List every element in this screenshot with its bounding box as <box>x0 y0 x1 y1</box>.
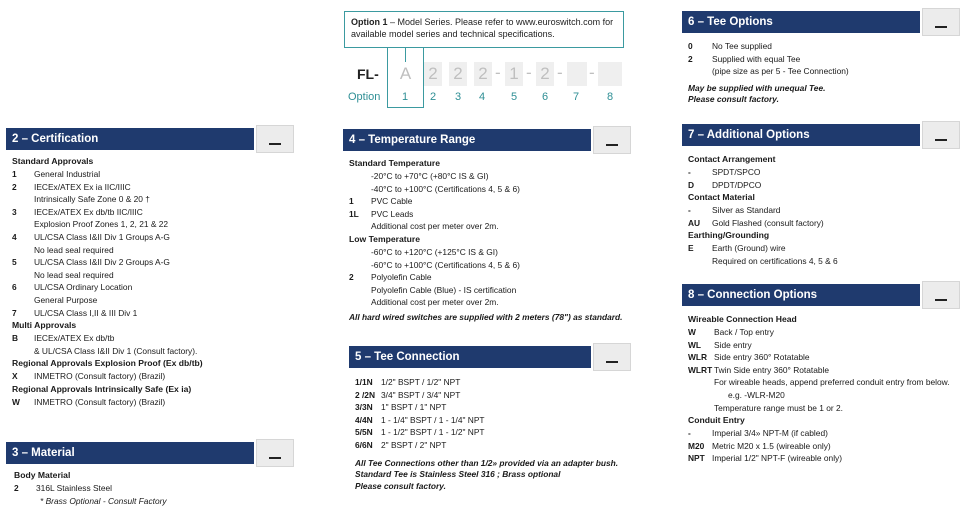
list-item <box>14 482 288 495</box>
list-item <box>349 284 625 297</box>
list-item <box>688 217 954 230</box>
certification-header <box>6 128 288 150</box>
tee-note: Standard Tee is Stainless Steel 316 ; Brass optional <box>355 469 561 480</box>
option-description: No Tee supplied <box>712 41 772 51</box>
option-description: General Industrial <box>34 169 101 179</box>
minus-icon <box>935 26 947 28</box>
list-item <box>688 65 954 78</box>
option1-callout <box>344 11 624 48</box>
option-description: Silver as Standard <box>712 205 781 216</box>
list-item <box>12 345 288 358</box>
list-item <box>12 231 288 244</box>
option-description: Intrinsically Safe Zone 0 & 20 † <box>34 194 150 205</box>
list-item <box>355 401 625 414</box>
option-code: 2 <box>14 483 19 493</box>
code-box-3: 2 <box>449 62 467 86</box>
connection-options-header <box>682 284 954 306</box>
list-item <box>688 242 954 255</box>
conduit-entry-heading: Conduit Entry <box>688 415 745 426</box>
option-code: 4/4N <box>355 414 373 425</box>
certification-section <box>6 128 288 409</box>
standard-approvals-heading: Standard Approvals <box>12 156 94 166</box>
option-description: 1" BSPT / 1" NPT <box>381 402 447 413</box>
option-description: 316L Stainless Steel <box>36 483 113 493</box>
option-code: W <box>688 327 696 337</box>
option-description: SPDT/SPCO <box>712 167 761 177</box>
list-item <box>12 370 288 383</box>
option-description: No lead seal required <box>34 269 114 280</box>
regional-is-heading: Regional Approvals Intrinsically Safe (Ex ia) <box>12 383 192 394</box>
connection-options-section <box>682 284 954 465</box>
body-material-heading: Body Material <box>14 470 71 480</box>
option-description: UL/CSA Class I&II Div 2 Groups A-G <box>34 257 170 268</box>
minus-icon <box>935 139 947 141</box>
option-description: Twin Side entry 360° Rotatable <box>714 364 830 375</box>
list-item <box>12 256 288 269</box>
list-item <box>12 281 288 294</box>
list-item <box>12 206 288 219</box>
option-number-3: 3 <box>454 91 462 103</box>
code-dash-1: - <box>495 63 501 82</box>
option-code: X <box>12 371 18 382</box>
option-code: D <box>688 179 695 190</box>
tee-note: All Tee Connections other than 1/2» provided via an adapter bush. <box>355 457 619 468</box>
option-description: Side entry <box>714 339 752 350</box>
minus-icon <box>606 361 618 363</box>
list-item <box>688 351 954 364</box>
option-description: Metric M20 x 1.5 (wireable only) <box>712 440 831 451</box>
collapse-button[interactable] <box>593 343 631 371</box>
additional-options-section <box>682 124 954 268</box>
option-number-6: 6 <box>541 91 549 103</box>
option-code: 2 <box>12 181 17 192</box>
list-item <box>688 255 954 268</box>
tee-note: Please consult factory. <box>355 480 446 491</box>
list-item <box>688 53 954 66</box>
code-box-4: 2 <box>474 62 492 86</box>
option-description: Imperial 1/2" NPT-F (wireable only) <box>712 453 843 464</box>
option-code: - <box>688 205 691 216</box>
code-box-1: A <box>391 62 420 86</box>
option-code: 0 <box>688 41 693 51</box>
option-description: INMETRO (Consult factory) (Brazil) <box>34 396 166 407</box>
option-number-1: 1 <box>401 91 409 103</box>
list-item <box>355 414 625 427</box>
option-code: 2 <box>349 272 354 283</box>
material-title: 3 – Material <box>6 442 254 464</box>
list-item <box>355 376 625 389</box>
option1-label: Option 1 <box>351 17 388 27</box>
option-code: B <box>12 333 19 344</box>
option-code: E <box>688 243 694 254</box>
option-code: NPT <box>688 453 705 464</box>
option-code: 4 <box>12 231 17 242</box>
minus-icon <box>269 457 281 459</box>
list-item <box>688 440 954 453</box>
certification-title: 2 – Certification <box>6 128 254 150</box>
option-description: Additional cost per meter over 2m. <box>371 297 499 308</box>
wireable-head-heading: Wireable Connection Head <box>688 314 797 324</box>
option-description: General Purpose <box>34 294 98 305</box>
option-description: Supplied with equal Tee <box>712 53 801 64</box>
option-code: WLR <box>688 352 708 363</box>
option-code: 1 <box>349 196 354 207</box>
list-item <box>349 195 625 208</box>
list-item <box>688 326 954 339</box>
list-item <box>12 307 288 320</box>
option-description: No lead seal required <box>34 244 114 255</box>
option-description: IECEx/ATEX Ex db/tb <box>34 333 115 344</box>
option-description: & UL/CSA Class I&II Div 1 (Consult factory). <box>34 345 198 356</box>
tee-connection-header <box>349 346 625 368</box>
low-temp-line: -60°C to +120°C (+125°C IS & GI) <box>371 246 498 257</box>
option-description: Explosion Proof Zones 1, 2, 21 & 22 <box>34 219 169 230</box>
option-description: 1 - 1/4" BSPT / 1 - 1/4" NPT <box>381 414 485 425</box>
contact-material-heading: Contact Material <box>688 192 755 203</box>
option-word: Option <box>348 91 381 103</box>
option-code: WLRT <box>688 364 713 375</box>
list-item <box>12 193 288 206</box>
option-description: Polyolefin Cable <box>371 272 432 283</box>
temperature-header <box>343 129 625 151</box>
list-item <box>12 332 288 345</box>
option-code: 7 <box>12 307 17 318</box>
option-code: 2 <box>688 53 693 64</box>
list-item <box>12 269 288 282</box>
connection-options-title: 8 – Connection Options <box>682 284 920 306</box>
list-item <box>688 40 954 53</box>
option-number-4: 4 <box>478 91 486 103</box>
tee-options-note: May be supplied with unequal Tee. <box>688 82 826 93</box>
temperature-section <box>343 129 625 323</box>
code-dash-4: - <box>589 63 595 82</box>
code-box-6: 2 <box>536 62 554 86</box>
list-item <box>12 168 288 181</box>
option-description: UL/CSA Class I&II Div 1 Groups A-G <box>34 231 170 242</box>
contact-arrangement-heading: Contact Arrangement <box>688 154 776 164</box>
option-code: - <box>688 167 691 177</box>
option-description: Back / Top entry <box>714 327 774 337</box>
option-code: W <box>12 396 20 407</box>
option-code: 6/6N <box>355 439 373 450</box>
option-code: 1/1N <box>355 377 373 387</box>
option-description: 1 - 1/2" BSPT / 1 - 1/2" NPT <box>381 427 485 438</box>
option-description: 2" BSPT / 2" NPT <box>381 439 447 450</box>
option-description: PVC Cable <box>371 196 413 207</box>
multi-approvals-heading: Multi Approvals <box>12 320 77 331</box>
low-temperature-heading: Low Temperature <box>349 233 420 244</box>
list-item <box>688 179 954 192</box>
option-description: Polyolefin Cable (Blue) - IS certification <box>371 284 517 295</box>
list-item <box>349 296 625 309</box>
list-item <box>12 244 288 257</box>
additional-options-title: 7 – Additional Options <box>682 124 920 146</box>
std-temp-line: -40°C to +100°C (Certifications 4, 5 & 6) <box>371 183 520 194</box>
regional-ep-heading: Regional Approvals Explosion Proof (Ex db/tb) <box>12 358 203 369</box>
list-item <box>355 439 625 452</box>
option-code: 1 <box>12 169 17 179</box>
list-item <box>349 208 625 221</box>
list-item <box>12 294 288 307</box>
option-number-7: 7 <box>572 91 580 103</box>
tee-options-section <box>682 11 954 106</box>
option-description: Side entry 360° Rotatable <box>714 352 810 363</box>
head-note: For wireable heads, append preferred conduit entry from below. <box>714 377 950 388</box>
option-description: UL/CSA Class I,II & III Div 1 <box>34 307 138 318</box>
minus-icon <box>606 144 618 146</box>
collapse-button[interactable] <box>593 126 631 154</box>
option-description: PVC Leads <box>371 208 414 219</box>
code-dash-3: - <box>557 63 563 82</box>
list-item <box>688 364 954 377</box>
option-code: M20 <box>688 440 705 451</box>
tee-options-header <box>682 11 954 33</box>
option-description: Earth (Ground) wire <box>712 243 786 254</box>
minus-icon <box>935 299 947 301</box>
option-code: WL <box>688 339 702 350</box>
option-code: 2 /2N <box>355 389 376 400</box>
list-item <box>688 452 954 465</box>
option-code: 1L <box>349 208 359 219</box>
earthing-heading: Earthing/Grounding <box>688 230 770 241</box>
code-box-2: 2 <box>424 62 442 86</box>
collapse-button[interactable] <box>922 281 960 309</box>
option-code: - <box>688 428 691 439</box>
temperature-note: All hard wired switches are supplied with 2 meters (78") as standard. <box>349 311 623 322</box>
list-item <box>688 166 954 179</box>
option-description: DPDT/DPCO <box>712 179 762 190</box>
option-code: 3/3N <box>355 402 373 413</box>
option-code: 5 <box>12 257 17 268</box>
std-temp-line: -20°C to +70°C (+80°C IS & GI) <box>371 171 489 181</box>
code-dash-2: - <box>526 63 532 82</box>
option-description: UL/CSA Ordinary Location <box>34 282 133 293</box>
list-item <box>355 389 625 402</box>
option-number-8: 8 <box>606 91 614 103</box>
tee-connection-section <box>349 346 625 492</box>
head-note: e.g. -WLR-M20 <box>728 389 785 400</box>
code-box-5: 1 <box>505 62 523 86</box>
option-description: IECEx/ATEX Ex db/tb IIC/IIIC <box>34 206 143 217</box>
option-description: Imperial 3/4» NPT-M (if cabled) <box>712 428 828 439</box>
list-item <box>12 218 288 231</box>
material-section <box>6 442 288 507</box>
option-description: 3/4" BSPT / 3/4" NPT <box>381 389 461 400</box>
list-item <box>688 339 954 352</box>
model-prefix: FL- <box>357 66 379 82</box>
list-item <box>12 181 288 194</box>
option-code: 3 <box>12 206 17 217</box>
option-description: INMETRO (Consult factory) (Brazil) <box>34 371 166 382</box>
tee-connection-title: 5 – Tee Connection <box>349 346 591 368</box>
tee-options-note: Please consult factory. <box>688 94 779 105</box>
additional-options-header <box>682 124 954 146</box>
code-box-8 <box>598 62 622 86</box>
list-item <box>12 396 288 409</box>
option1-text: – Model Series. Please refer to www.euroswitch.com for available model series and technical specifications. <box>351 17 614 39</box>
temperature-title: 4 – Temperature Range <box>343 129 591 151</box>
option-description: 1/2" BSPT / 1/2" NPT <box>381 377 461 387</box>
option-description: Additional cost per meter over 2m. <box>371 221 499 232</box>
option-description: (pipe size as per 5 - Tee Connection) <box>712 66 849 77</box>
option-description: Gold Flashed (consult factory) <box>712 217 824 228</box>
head-note: Temperature range must be 1 or 2. <box>714 402 843 413</box>
option-code: 6 <box>12 282 17 293</box>
option-code: 5/5N <box>355 427 373 438</box>
collapse-button[interactable] <box>922 8 960 36</box>
option-number-5: 5 <box>510 91 518 103</box>
list-item <box>355 426 625 439</box>
option-description: Required on certifications 4, 5 & 6 <box>712 255 838 266</box>
collapse-button[interactable] <box>256 439 294 467</box>
option-code: AU <box>688 217 701 228</box>
list-item <box>349 271 625 284</box>
low-temp-line: -60°C to +100°C (Certifications 4, 5 & 6) <box>371 259 520 270</box>
standard-temperature-heading: Standard Temperature <box>349 158 441 168</box>
tee-options-title: 6 – Tee Options <box>682 11 920 33</box>
collapse-button[interactable] <box>256 125 294 153</box>
list-item <box>688 204 954 217</box>
option-number-2: 2 <box>429 91 437 103</box>
option-description: IECEx/ATEX Ex ia IIC/IIIC <box>34 181 131 192</box>
material-note: * Brass Optional - Consult Factory <box>40 495 167 506</box>
minus-icon <box>269 143 281 145</box>
material-header <box>6 442 288 464</box>
collapse-button[interactable] <box>922 121 960 149</box>
list-item <box>688 427 954 440</box>
list-item <box>349 220 625 233</box>
code-box-7 <box>567 62 587 86</box>
